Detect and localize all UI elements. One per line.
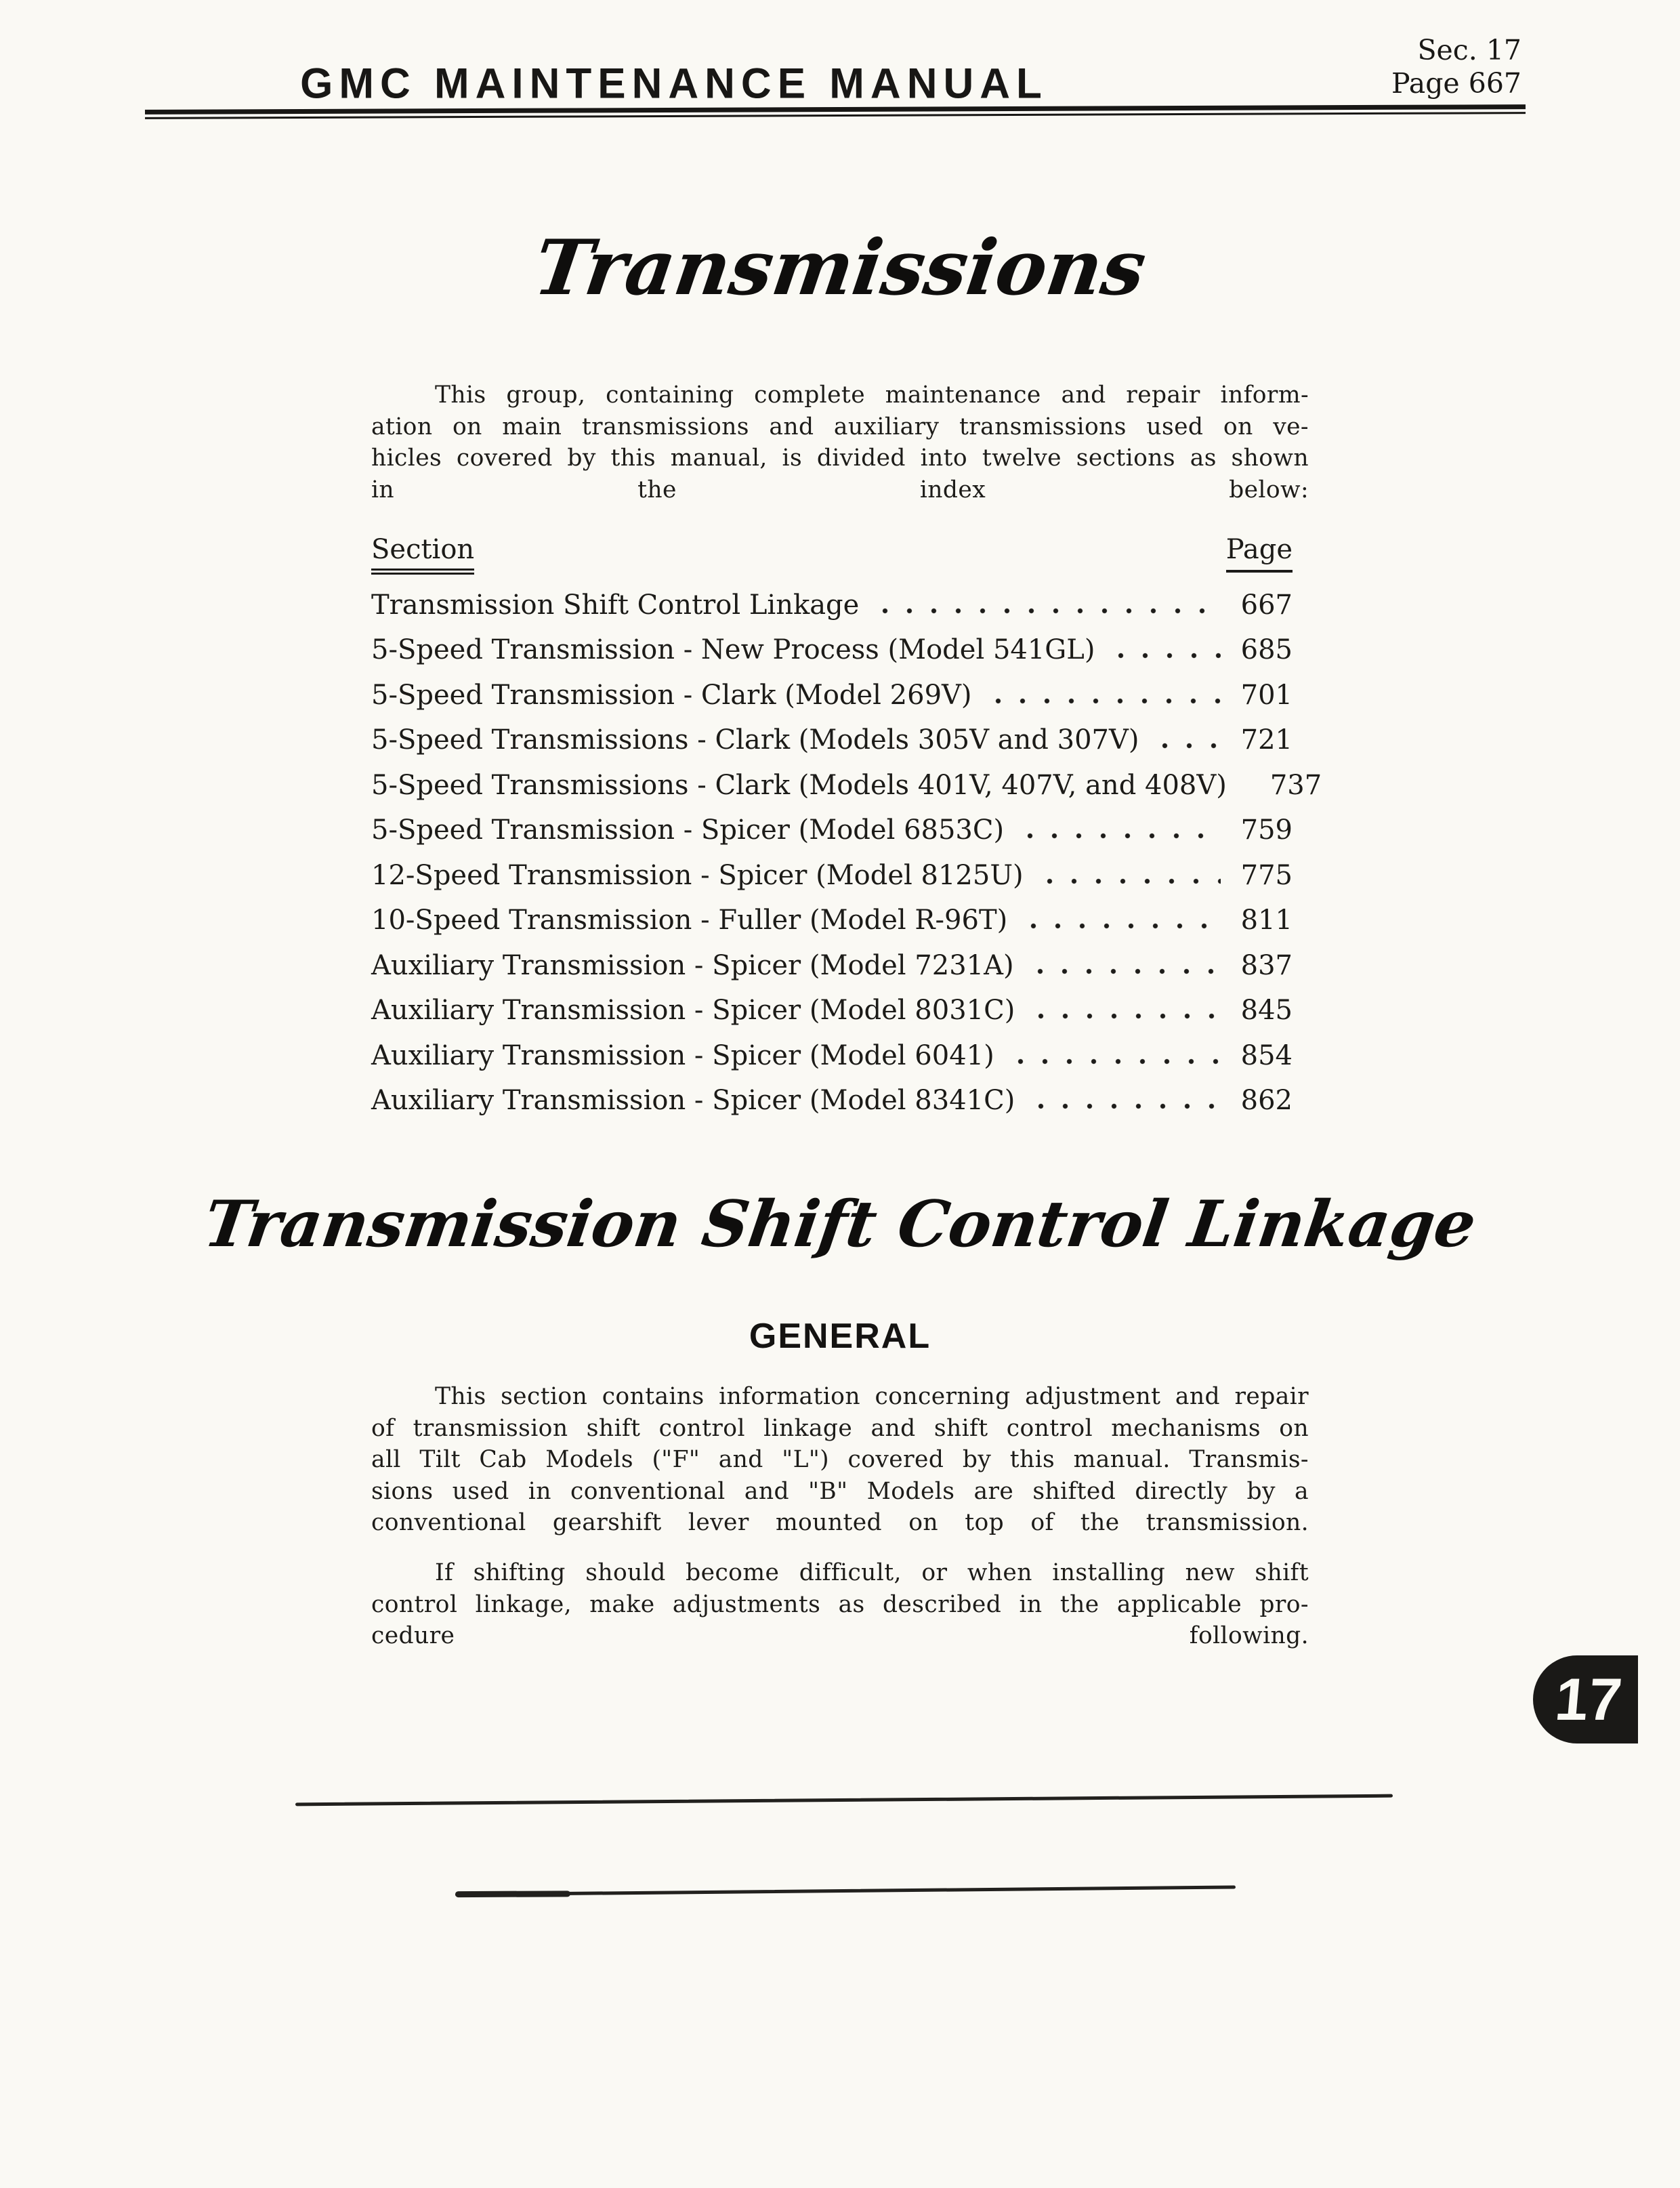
index-entry-page: 811 — [1240, 905, 1293, 936]
general-heading: GENERAL — [749, 1317, 931, 1356]
text-line: This group, containing complete maintenance and repair inform- — [435, 381, 1309, 409]
index-entry-page: 667 — [1240, 589, 1293, 621]
transmissions-script-title: Transmissions — [528, 224, 1152, 312]
intro-paragraph — [371, 379, 1309, 505]
index-row — [371, 814, 1293, 846]
index-entry-title: 5-Speed Transmissions - Clark (Models 401V, 407V, and 408V) — [371, 769, 1227, 801]
index-entry-page: 854 — [1240, 1039, 1293, 1071]
index-entry-page: 721 — [1240, 724, 1293, 756]
text-line: hicles covered by this manual, is divided into twelve sections as shown — [371, 445, 1309, 472]
index-entry-page: 685 — [1240, 634, 1293, 665]
dot-leader — [1017, 1058, 1221, 1065]
index-entry-title: Auxiliary Transmission - Spicer (Model 8031C) — [371, 995, 1015, 1026]
general-paragraph-2 — [371, 1557, 1309, 1652]
page-column-header: Page — [1226, 534, 1293, 573]
index-entry-page: 837 — [1240, 949, 1293, 981]
text-line: ation on main transmissions and auxiliary transmissions used on ve- — [371, 413, 1309, 440]
index-entry-page: 737 — [1269, 769, 1322, 801]
index-entry-page: 862 — [1240, 1085, 1293, 1116]
tab-number: 17 — [1552, 1666, 1624, 1733]
dot-leader — [1038, 1013, 1220, 1019]
separator-line-2 — [455, 1885, 1236, 1896]
index-row — [371, 679, 1293, 711]
index-entry-page: 845 — [1240, 995, 1293, 1026]
index-entry-page: 701 — [1240, 679, 1293, 711]
text-line: in the index below: — [371, 476, 1309, 503]
index-table — [371, 534, 1322, 1116]
index-entry-title: Transmission Shift Control Linkage — [371, 589, 860, 621]
index-row — [371, 1039, 1293, 1071]
manual-title: GMC MAINTENANCE MANUAL — [300, 60, 1048, 108]
text-line: If shifting should become difficult, or when installing new shift — [435, 1559, 1309, 1586]
dot-leader — [1027, 833, 1221, 839]
index-header-row — [371, 534, 1293, 573]
dot-leader — [1030, 923, 1220, 929]
index-row — [371, 907, 1293, 934]
section-column-header: Section — [371, 534, 474, 575]
text-line: of transmission shift control linkage and shift control mechanisms on — [371, 1414, 1309, 1442]
separator-line-1 — [295, 1794, 1393, 1807]
dot-leader — [1038, 1103, 1220, 1109]
index-entry-title: 5-Speed Transmission - Clark (Model 269V) — [371, 679, 972, 711]
index-row — [371, 769, 1322, 801]
index-entry-title: Auxiliary Transmission - Spicer (Model 7231A) — [371, 949, 1014, 981]
header-page-ref — [1391, 34, 1521, 100]
text-line: sions used in conventional and "B" Models are shifted directly by a — [371, 1477, 1309, 1505]
page-ref: Page 667 — [1391, 67, 1521, 100]
index-entry-title: 12-Speed Transmission - Spicer (Model 8125U) — [371, 859, 1024, 891]
index-entry-title: Auxiliary Transmission - Spicer (Model 6041) — [371, 1039, 994, 1071]
index-entry-title: Auxiliary Transmission - Spicer (Model 8341C) — [371, 1085, 1015, 1116]
shift-linkage-script-title: Transmission Shift Control Linkage — [199, 1187, 1481, 1262]
dot-leader — [995, 698, 1221, 704]
dot-leader — [882, 608, 1220, 614]
dot-leader — [1037, 968, 1221, 974]
section-tab-17 — [1533, 1655, 1638, 1743]
index-row — [371, 589, 1293, 621]
dot-leader — [1162, 743, 1220, 749]
index-row — [371, 636, 1293, 663]
dot-leader — [1118, 653, 1220, 659]
index-entry-page: 775 — [1240, 859, 1293, 891]
text-line: conventional gearshift lever mounted on top of the transmission. — [371, 1509, 1309, 1536]
general-paragraph-1 — [371, 1381, 1309, 1539]
index-row — [371, 997, 1293, 1024]
section-ref: Sec. 17 — [1417, 34, 1521, 66]
index-row — [371, 726, 1293, 754]
index-entry-title: 5-Speed Transmission - Spicer (Model 6853C) — [371, 814, 1005, 846]
index-entry-title: 5-Speed Transmissions - Clark (Models 305V and 307V) — [371, 724, 1139, 756]
index-entry-title: 10-Speed Transmission - Fuller (Model R-96T) — [371, 905, 1008, 936]
index-row — [371, 859, 1293, 891]
index-entry-title: 5-Speed Transmission - New Process (Model 541GL) — [371, 634, 1095, 665]
index-row — [371, 1087, 1293, 1114]
text-line: control linkage, make adjustments as described in the applicable pro- — [371, 1590, 1309, 1618]
dot-leader — [1047, 878, 1221, 884]
text-line: This section contains information concerning adjustment and repair — [435, 1383, 1309, 1410]
text-line: all Tilt Cab Models ("F" and "L") covered by this manual. Transmis- — [371, 1446, 1309, 1473]
text-line: cedure following. — [371, 1622, 1309, 1649]
index-entry-page: 759 — [1240, 814, 1293, 846]
index-row — [371, 949, 1293, 981]
